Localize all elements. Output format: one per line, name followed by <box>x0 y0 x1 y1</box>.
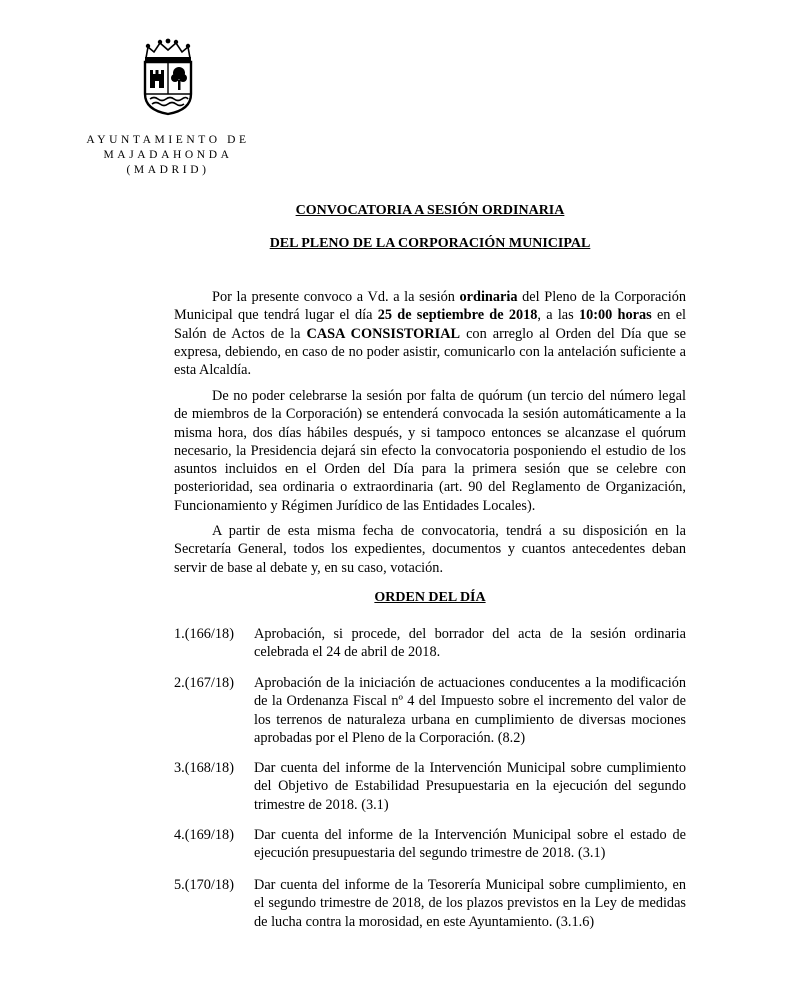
p1-text-5: con arreglo al Orden del Día que se expresa, debiendo, en caso de no poder asistir, comunicarlo con la antelación suficiente a esta Alcaldía. <box>174 325 686 379</box>
document-title-line2: DEL PLENO DE LA CORPORACIÓN MUNICIPAL <box>269 236 591 251</box>
agenda-item-text: Dar cuenta del informe de la Intervención Municipal sobre el estado de ejecución presupuestaria del segundo trimestre de 2018. (3.1) <box>254 827 686 862</box>
agenda-title: ORDEN DEL DÍA <box>374 590 486 605</box>
agenda-item-number: 5.(170/18) <box>174 877 234 893</box>
agenda-item-number: 2.(167/18) <box>174 675 234 691</box>
org-name-line2: MAJADAHONDA <box>103 149 233 161</box>
p1-text-1: Por la presente convoco a Vd. a la sesión <box>212 289 460 305</box>
p1-text-2: del Pleno de la Corporación Municipal que tendrá lugar el día <box>174 289 686 324</box>
p1-bold-session-type: ordinaria <box>459 289 518 305</box>
org-name-line3: (MADRID) <box>126 164 210 176</box>
agenda-item-text: Aprobación, si procede, del borrador del acta de la sesión ordinaria celebrada el 24 de abril de 2018. <box>254 626 686 661</box>
agenda-item-text: Dar cuenta del informe de la Tesorería Municipal sobre cumplimiento, en el segundo trimestre de 2018, de los plazos previstos en la Ley de medidas de lucha contra la morosidad, en este Ayuntamiento. (3.1.6) <box>254 877 686 930</box>
documentation-paragraph: A partir de esta misma fecha de convocatoria, tendrá a su disposición en la Secretaría General, todos los expedientes, documentos y cuantos antecedentes deban servir de base al debate y, en su caso, votación. <box>174 523 686 576</box>
agenda-item-number: 3.(168/18) <box>174 760 234 776</box>
agenda-item <box>174 759 686 814</box>
p1-bold-venue: CASA CONSISTORIAL <box>306 325 461 342</box>
p1-text-4: en el Salón de Actos de la <box>174 307 687 342</box>
agenda-item-number: 4.(169/18) <box>174 827 234 843</box>
municipality-header <box>82 133 254 178</box>
agenda-item-text: Dar cuenta del informe de la Intervención Municipal sobre cumplimiento del Objetivo de Estabilidad Presupuestaria en la ejecución del segundo trimestre de 2018. (3.1) <box>254 760 686 813</box>
quorum-paragraph: De no poder celebrarse la sesión por falta de quórum (un tercio del número legal de miembros de la Corporación) se entenderá convocada la sesión automáticamente a la misma hora, dos días hábiles después, y si tampoco entonces se alcanzase el quórum necesario, la Presidencia dejará sin efecto la convocatoria posponiendo el estudio de los asuntos incluidos en el Orden del Día para la primera sesión que se celebre con posterioridad, sea ordinaria o extraordinaria (art. 90 del Reglamento de Organización, Funcionamiento y Régimen Jurídico de las Entidades Locales). <box>174 388 686 514</box>
agenda-item-text: Aprobación de la iniciación de actuaciones conducentes a la modificación de la Ordenanza Fiscal nº 4 del Impuesto sobre el incremento del valor de los terrenos de naturaleza urbana en cumplimiento de diversas mociones aprobadas por el Pleno de la Corporación. (8.2) <box>254 675 686 746</box>
p1-bold-time: 10:00 horas <box>578 307 652 324</box>
convocation-paragraph <box>174 288 686 379</box>
agenda-item <box>174 674 686 747</box>
agenda-item-number: 1.(166/18) <box>174 626 234 642</box>
coat-of-arms-icon <box>140 38 196 116</box>
agenda-item <box>174 826 686 863</box>
agenda-item <box>174 876 686 931</box>
document-title-line1: CONVOCATORIA A SESIÓN ORDINARIA <box>295 203 565 218</box>
agenda-item <box>174 625 686 662</box>
org-name-line1: AYUNTAMIENTO DE <box>86 134 250 146</box>
p1-bold-date: 25 de septiembre de 2018 <box>377 307 538 324</box>
p1-text-3: , a las <box>537 307 579 324</box>
